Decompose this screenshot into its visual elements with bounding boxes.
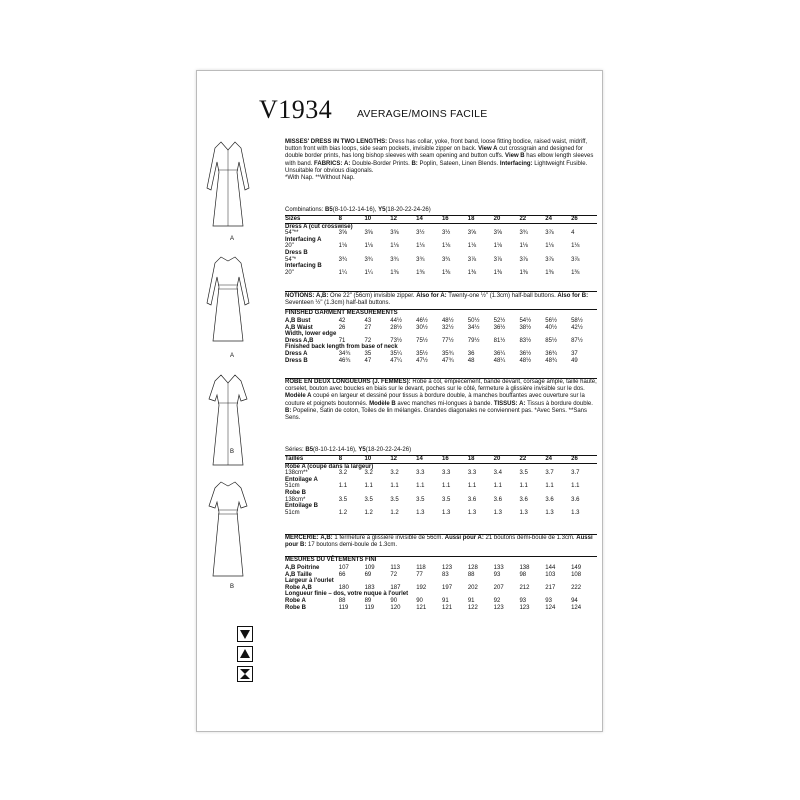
size-header-cell: 12	[390, 216, 416, 224]
row-label: Robe A	[285, 597, 306, 604]
sketch-label: A	[229, 236, 234, 242]
table-cell: 113	[390, 565, 400, 571]
table-cell: 1.2	[338, 509, 348, 516]
french-title: ROBE EN DEUX LONGUEURS (J. FEMMES):	[285, 379, 411, 385]
table-cell: 36½	[493, 324, 506, 331]
section-label: Longueur finie – dos, votre nuque à l'ourlet	[285, 591, 409, 598]
table-cell: 121	[416, 604, 427, 611]
table-cell: 1⅜	[571, 269, 580, 276]
table-cell: 3⅝	[390, 230, 399, 237]
table-cell: 1.1	[493, 483, 502, 490]
table-cell: 138	[519, 565, 530, 571]
size-header-cell: 26	[571, 456, 597, 464]
size-header-row	[285, 456, 597, 464]
section-row	[285, 503, 597, 510]
size-header-cell: 12	[390, 456, 416, 464]
english-title: MISSES' DRESS IN TWO LENGTHS:	[285, 139, 388, 145]
table-cell: 3⅞	[493, 256, 502, 263]
section-label: Interfacing A	[285, 236, 322, 243]
table-cell: 1.3	[416, 509, 425, 516]
table-cell: 35	[364, 350, 372, 357]
table-cell: 3⅝	[364, 230, 373, 237]
table-cell: 108	[571, 571, 582, 578]
table-cell: 4	[571, 230, 575, 237]
section-label: Entoilage A	[285, 476, 318, 483]
divider	[285, 291, 597, 292]
french-description: ROBE EN DEUX LONGUEURS (J. FEMMES): Robe à col, empiècement, bande devant, corsage ample, taille haute, corselet, bouton avec boucles en biais sur le devant, poches sur le côté, fermeture à glissière invisible sur le dos. Modèle A coupé en largeur et dessiné pour tissus à bordure double, à manches bouffantes avec ouverture sur la couture et poignets boutonnés. Modèle B avec manches mi-longues à bande. TISSUS: A: Tissus à bordure double. B: Popeline, Satin de coton, Toiles de lin mélangés. Grandes diagonales ne conviennent pas. *Avec Sens. **Sans Sens.	[285, 379, 597, 422]
table-cell: 28½	[390, 324, 402, 331]
table-cell: 71	[338, 337, 346, 344]
table-cell: 3⅞	[545, 256, 554, 263]
table-cell: 48¼	[493, 357, 506, 364]
table-cell: 75½	[416, 337, 428, 344]
table-cell: 118	[416, 565, 426, 571]
table-row	[285, 585, 597, 592]
table-cell: 3.6	[467, 496, 477, 503]
table-cell: 149	[571, 565, 582, 571]
pattern-symbols	[237, 626, 257, 686]
row-label: 51cm	[285, 483, 300, 490]
table-cell: 119	[364, 604, 375, 611]
table-cell: 1⅜	[545, 269, 554, 276]
table-cell: 1.1	[519, 483, 528, 490]
section-row	[285, 477, 597, 484]
table-row	[285, 257, 597, 264]
table-cell: 144	[545, 565, 556, 571]
table-cell: 77	[416, 571, 423, 578]
english-yardage-table	[285, 215, 597, 276]
table-cell: 58½	[571, 318, 583, 324]
section-label: Dress B	[285, 249, 308, 256]
row-label: 54"**	[285, 230, 299, 237]
table-cell: 79½	[467, 337, 480, 344]
table-cell: 83	[442, 571, 449, 578]
table-cell: 121	[442, 604, 453, 611]
table-cell: 88	[467, 571, 475, 578]
table-cell: 40½	[545, 324, 557, 331]
table-row	[285, 572, 597, 579]
table-cell: 122	[467, 604, 478, 611]
table-cell: 48½	[519, 357, 532, 364]
table-row	[285, 243, 597, 250]
table-cell: 26	[338, 324, 346, 331]
size-header-row	[285, 216, 597, 224]
row-label: A,B Waist	[285, 324, 313, 331]
english-notions: NOTIONS: A,B: One 22" (56cm) invisible zipper. Also for A: Twenty-one ½" (1.3cm) half-ball buttons. Also for B: Seventeen ½" (1.3cm) half-ball buttons.	[285, 293, 589, 307]
table-cell: 36¾	[545, 350, 557, 357]
table-cell: 1.1	[390, 483, 399, 490]
table-cell: 3.2	[390, 470, 399, 477]
table-cell: 1⅛	[441, 243, 451, 250]
nap-note: *With Nap. **Without Nap.	[285, 175, 355, 182]
table-cell: 43	[364, 318, 372, 324]
section-row	[285, 237, 597, 244]
table-cell: 3.6	[571, 496, 580, 503]
size-header-cell: 16	[442, 456, 468, 464]
table-row	[285, 358, 597, 365]
size-header-cell: 10	[364, 216, 390, 224]
row-label: Dress B	[285, 357, 308, 364]
table-cell: 77½	[441, 337, 454, 344]
section-row	[285, 223, 597, 230]
section-label: Largeur à l'ourlet	[285, 578, 334, 585]
sketch-label: A	[229, 353, 234, 359]
table-cell: 3½	[416, 230, 425, 237]
table-cell: 1.3	[493, 509, 502, 516]
table-cell: 1⅛	[338, 243, 347, 250]
size-header-cell: 8	[339, 216, 365, 224]
table-cell: 3⅞	[467, 256, 477, 263]
table-row	[285, 605, 597, 612]
table-cell: 1⅛	[416, 243, 425, 250]
table-cell: 69	[364, 571, 372, 578]
table-cell: 52½	[493, 318, 506, 324]
size-header-cell: 16	[442, 216, 468, 224]
table-cell: 3.5	[519, 470, 528, 477]
size-header-cell: 22	[519, 216, 545, 224]
table-cell: 36¼	[493, 350, 506, 357]
sketch-label: B	[229, 584, 234, 590]
table-cell: 54½	[519, 318, 532, 324]
table-cell: 103	[545, 571, 556, 578]
table-cell: 46¾	[338, 357, 351, 364]
table-cell: 187	[390, 584, 401, 591]
table-cell: 3.5	[390, 496, 399, 503]
dress-sketch-b-front	[197, 369, 259, 479]
table-cell: 1⅜	[519, 269, 528, 276]
size-header-cell: 14	[416, 216, 442, 224]
table-cell: 47¼	[390, 357, 402, 364]
table-cell: 3¾	[441, 256, 451, 263]
section-row	[285, 463, 597, 470]
table-cell: 93	[545, 597, 552, 604]
size-header-label: Tailles	[285, 456, 339, 464]
table-cell: 47¾	[441, 357, 454, 364]
table-cell: 128	[467, 565, 478, 571]
size-header-label: Sizes	[285, 216, 339, 224]
row-label: 138cm**	[285, 470, 308, 477]
table-cell: 1⅛	[571, 243, 580, 250]
table-cell: 202	[467, 584, 478, 591]
table-cell: 1⅜	[441, 269, 451, 276]
table-cell: 3⅞	[545, 230, 554, 237]
table-cell: 3⅝	[338, 230, 347, 237]
table-cell: 180	[338, 584, 349, 591]
english-finished-table	[285, 318, 597, 364]
table-cell: 3¾	[390, 256, 399, 263]
table-row	[285, 565, 597, 572]
table-row	[285, 497, 597, 504]
table-row	[285, 598, 597, 605]
french-finished-table	[285, 565, 597, 611]
table-cell: 90	[416, 597, 423, 604]
table-cell: 197	[442, 584, 453, 591]
dress-sketch-b-back	[197, 476, 259, 586]
table-cell: 49	[571, 357, 578, 364]
row-label: 138cm*	[285, 496, 306, 503]
table-cell: 35¼	[390, 350, 402, 357]
table-cell: 1.3	[442, 509, 451, 516]
section-label: Dress A (cut crosswise)	[285, 223, 353, 230]
table-row	[285, 470, 597, 477]
table-cell: 3.6	[519, 496, 528, 503]
table-cell: 1.1	[416, 483, 425, 490]
series-line: Séries: B5(8-10-12-14-16), Y5(18-20-22-24-26)	[285, 447, 412, 453]
size-header-cell: 18	[468, 456, 494, 464]
table-cell: 3⅞	[571, 256, 580, 263]
row-label: 51cm	[285, 509, 300, 516]
table-cell: 36	[467, 350, 475, 357]
table-cell: 1⅛	[467, 243, 477, 250]
table-cell: 1⅛	[545, 243, 554, 250]
section-row	[285, 344, 597, 351]
table-cell: 90	[390, 597, 398, 604]
table-cell: 36½	[519, 350, 532, 357]
table-row	[285, 230, 597, 237]
table-cell: 1.3	[571, 509, 580, 516]
table-cell: 1⅛	[493, 243, 502, 250]
table-cell: 1.3	[545, 509, 554, 516]
table-cell: 47½	[416, 357, 428, 364]
size-header-cell: 22	[519, 456, 545, 464]
table-row	[285, 270, 597, 277]
table-cell: 3¾	[338, 256, 347, 263]
table-cell: 42½	[571, 324, 583, 331]
table-cell: 207	[493, 584, 504, 591]
table-cell: 3.2	[338, 470, 348, 477]
row-label: A,B Poitrine	[285, 565, 320, 571]
table-cell: 85½	[545, 337, 557, 344]
section-label: Interfacing B	[285, 263, 322, 270]
table-cell: 1⅛	[519, 243, 528, 250]
table-cell: 1.3	[519, 509, 528, 516]
table-row	[285, 325, 597, 332]
table-row	[285, 483, 597, 490]
section-label: Width, lower edge	[285, 331, 337, 338]
size-header-cell: 20	[494, 456, 520, 464]
sketch-label: B	[229, 449, 234, 455]
table-cell: 1.1	[338, 483, 348, 490]
table-cell: 93	[519, 597, 527, 604]
row-label: Robe A,B	[285, 584, 312, 591]
table-cell: 35½	[416, 350, 428, 357]
section-row	[285, 263, 597, 270]
table-cell: 3¾	[416, 256, 425, 263]
section-row	[285, 250, 597, 257]
table-cell: 3.5	[416, 496, 425, 503]
table-cell: 107	[338, 565, 349, 571]
table-cell: 1⅜	[390, 269, 399, 276]
triangle-down-icon	[237, 626, 253, 642]
table-cell: 3.7	[571, 470, 580, 477]
french-yardage-table	[285, 455, 597, 516]
table-cell: 72	[390, 571, 398, 578]
table-cell: 1.1	[364, 483, 373, 490]
size-header-cell: 24	[545, 216, 571, 224]
dress-sketch-a-front	[197, 136, 259, 246]
row-label: A,B Bust	[285, 318, 311, 324]
table-cell: 1.1	[442, 483, 451, 490]
section-label: Entoilage B	[285, 503, 319, 510]
table-cell: 72	[364, 337, 372, 344]
english-description: MISSES' DRESS IN TWO LENGTHS: Dress has collar, yoke, front band, loose fitting bodice, raised waist, midriff, button front with bias loops, side seam pockets, invisible zipper on back. View A cut crossgrain and designed for double border prints, has long bishop sleeves with seam opening and button cuffs. View B has elbow length sleeves with band. FABRICS: A: Double-Border Prints. B: Poplin, Sateen, Linen Blends. Interfacing: Lightweight Fusible. Unsuitable for obvious diagonals. *With Nap. **Without Nap.	[285, 139, 594, 182]
table-cell: 47	[364, 357, 372, 364]
table-cell: 89	[364, 597, 372, 604]
table-cell: 3¾	[364, 256, 373, 263]
table-cell: 94	[571, 597, 578, 604]
section-row	[285, 490, 597, 497]
size-header-cell: 8	[339, 456, 365, 464]
hourglass-icon	[237, 666, 253, 682]
size-header-cell: 26	[571, 216, 597, 224]
table-cell: 1.1	[545, 483, 554, 490]
table-cell: 1⅜	[467, 269, 477, 276]
table-cell: 88	[338, 597, 346, 604]
table-cell: 38½	[519, 324, 532, 331]
english-finished-title: FINISHED GARMENT MEASUREMENTS	[285, 310, 398, 316]
size-header-cell: 24	[545, 456, 571, 464]
table-cell: 1⅛	[390, 243, 399, 250]
row-label: 20"	[285, 243, 294, 250]
pattern-envelope-back	[196, 70, 603, 732]
table-cell: 3.5	[364, 496, 373, 503]
table-cell: 123	[493, 604, 504, 611]
table-cell: 44½	[390, 318, 402, 324]
table-cell: 1.1	[467, 483, 477, 490]
table-cell: 3⅝	[467, 230, 477, 237]
table-cell: 1.1	[571, 483, 580, 490]
section-row	[285, 591, 597, 598]
table-cell: 1.2	[364, 509, 373, 516]
table-cell: 217	[545, 584, 556, 591]
table-cell: 1.3	[467, 509, 477, 516]
table-cell: 3.6	[493, 496, 502, 503]
table-cell: 32½	[441, 324, 454, 331]
table-cell: 3¾	[519, 230, 528, 237]
table-cell: 1¼	[364, 269, 373, 276]
table-cell: 3⅝	[493, 230, 502, 237]
table-cell: 48½	[441, 318, 454, 324]
table-cell: 73½	[390, 337, 402, 344]
row-label: 20"	[285, 269, 294, 276]
table-cell: 124	[545, 604, 556, 611]
size-header-cell: 20	[494, 216, 520, 224]
table-cell: 1⅛	[364, 243, 373, 250]
table-cell: 34½	[467, 324, 480, 331]
combinations-line: Combinations: B5(8-10-12-14-16), Y5(18-20-22-24-26)	[285, 207, 431, 213]
table-cell: 87½	[571, 337, 583, 344]
table-cell: 3.6	[545, 496, 554, 503]
table-cell: 222	[571, 584, 582, 591]
size-header-cell: 10	[365, 456, 391, 464]
table-row	[285, 318, 597, 325]
table-cell: 83½	[519, 337, 532, 344]
row-label: A,B Taille	[285, 571, 312, 578]
table-cell: 92	[493, 597, 501, 604]
table-cell: 212	[519, 584, 530, 591]
table-cell: 109	[364, 565, 375, 571]
size-header-cell: 14	[416, 456, 442, 464]
row-label: Dress A,B	[285, 337, 314, 344]
table-cell: 3.2	[364, 470, 373, 477]
table-cell: 120	[390, 604, 401, 611]
table-cell: 124	[571, 604, 582, 611]
table-cell: 27	[364, 324, 372, 331]
french-finished-title: MESURES DU VÊTEMENTS FINI	[285, 557, 377, 563]
french-mercerie: MERCERIE: A,B: 1 fermeture à glissière invisible de 56cm. Aussi pour A: 21 boutons demi-boule de 1.3cm. Aussi pour B: 17 boutons demi-boule de 1.3cm.	[285, 535, 593, 549]
row-label: Dress A	[285, 350, 308, 357]
table-cell: 133	[493, 565, 504, 571]
table-cell: 3.5	[442, 496, 451, 503]
table-cell: 119	[338, 604, 349, 611]
table-cell: 183	[364, 584, 375, 591]
section-label: Robe A (coupé dans la largeur)	[285, 463, 374, 470]
row-label: Robe B	[285, 604, 306, 611]
triangle-up-icon	[237, 646, 253, 662]
table-cell: 91	[442, 597, 449, 604]
table-cell: 1.2	[390, 509, 399, 516]
size-header-cell: 18	[468, 216, 494, 224]
table-cell: 1¼	[338, 269, 347, 276]
table-cell: 3.3	[442, 470, 451, 477]
table-cell: 48¾	[545, 357, 557, 364]
table-cell: 48	[467, 357, 475, 364]
table-cell: 34¾	[338, 350, 351, 357]
section-label: Finished back length from base of neck	[285, 344, 398, 351]
table-cell: 50½	[467, 318, 480, 324]
table-cell: 3⅞	[519, 256, 528, 263]
table-cell: 3.5	[338, 496, 348, 503]
table-cell: 123	[519, 604, 530, 611]
difficulty-level: AVERAGE/MOINS FACILE	[357, 108, 488, 120]
section-label: Robe B	[285, 489, 306, 496]
table-cell: 93	[493, 571, 501, 578]
table-cell: 3.3	[416, 470, 425, 477]
pattern-number: V1934	[259, 95, 333, 124]
table-cell: 30½	[416, 324, 428, 331]
dress-sketch-a-back	[197, 251, 259, 361]
table-cell: 37	[571, 350, 578, 357]
table-cell: 56½	[545, 318, 557, 324]
table-cell: 3.3	[467, 470, 477, 477]
table-cell: 91	[467, 597, 475, 604]
table-cell: 81½	[493, 337, 506, 344]
table-row	[285, 351, 597, 358]
table-cell: 1⅜	[493, 269, 502, 276]
table-cell: 192	[416, 584, 427, 591]
table-cell: 66	[338, 571, 346, 578]
table-cell: 3.7	[545, 470, 554, 477]
table-row	[285, 338, 597, 345]
table-cell: 1⅜	[416, 269, 425, 276]
table-row	[285, 510, 597, 517]
table-cell: 46½	[416, 318, 428, 324]
section-row	[285, 578, 597, 585]
table-cell: 42	[338, 318, 346, 324]
section-row	[285, 331, 597, 338]
table-cell: 123	[442, 565, 453, 571]
table-cell: 3.4	[493, 470, 502, 477]
row-label: 54"*	[285, 256, 297, 263]
table-cell: 3½	[441, 230, 451, 237]
table-cell: 35¾	[441, 350, 454, 357]
table-cell: 98	[519, 571, 527, 578]
